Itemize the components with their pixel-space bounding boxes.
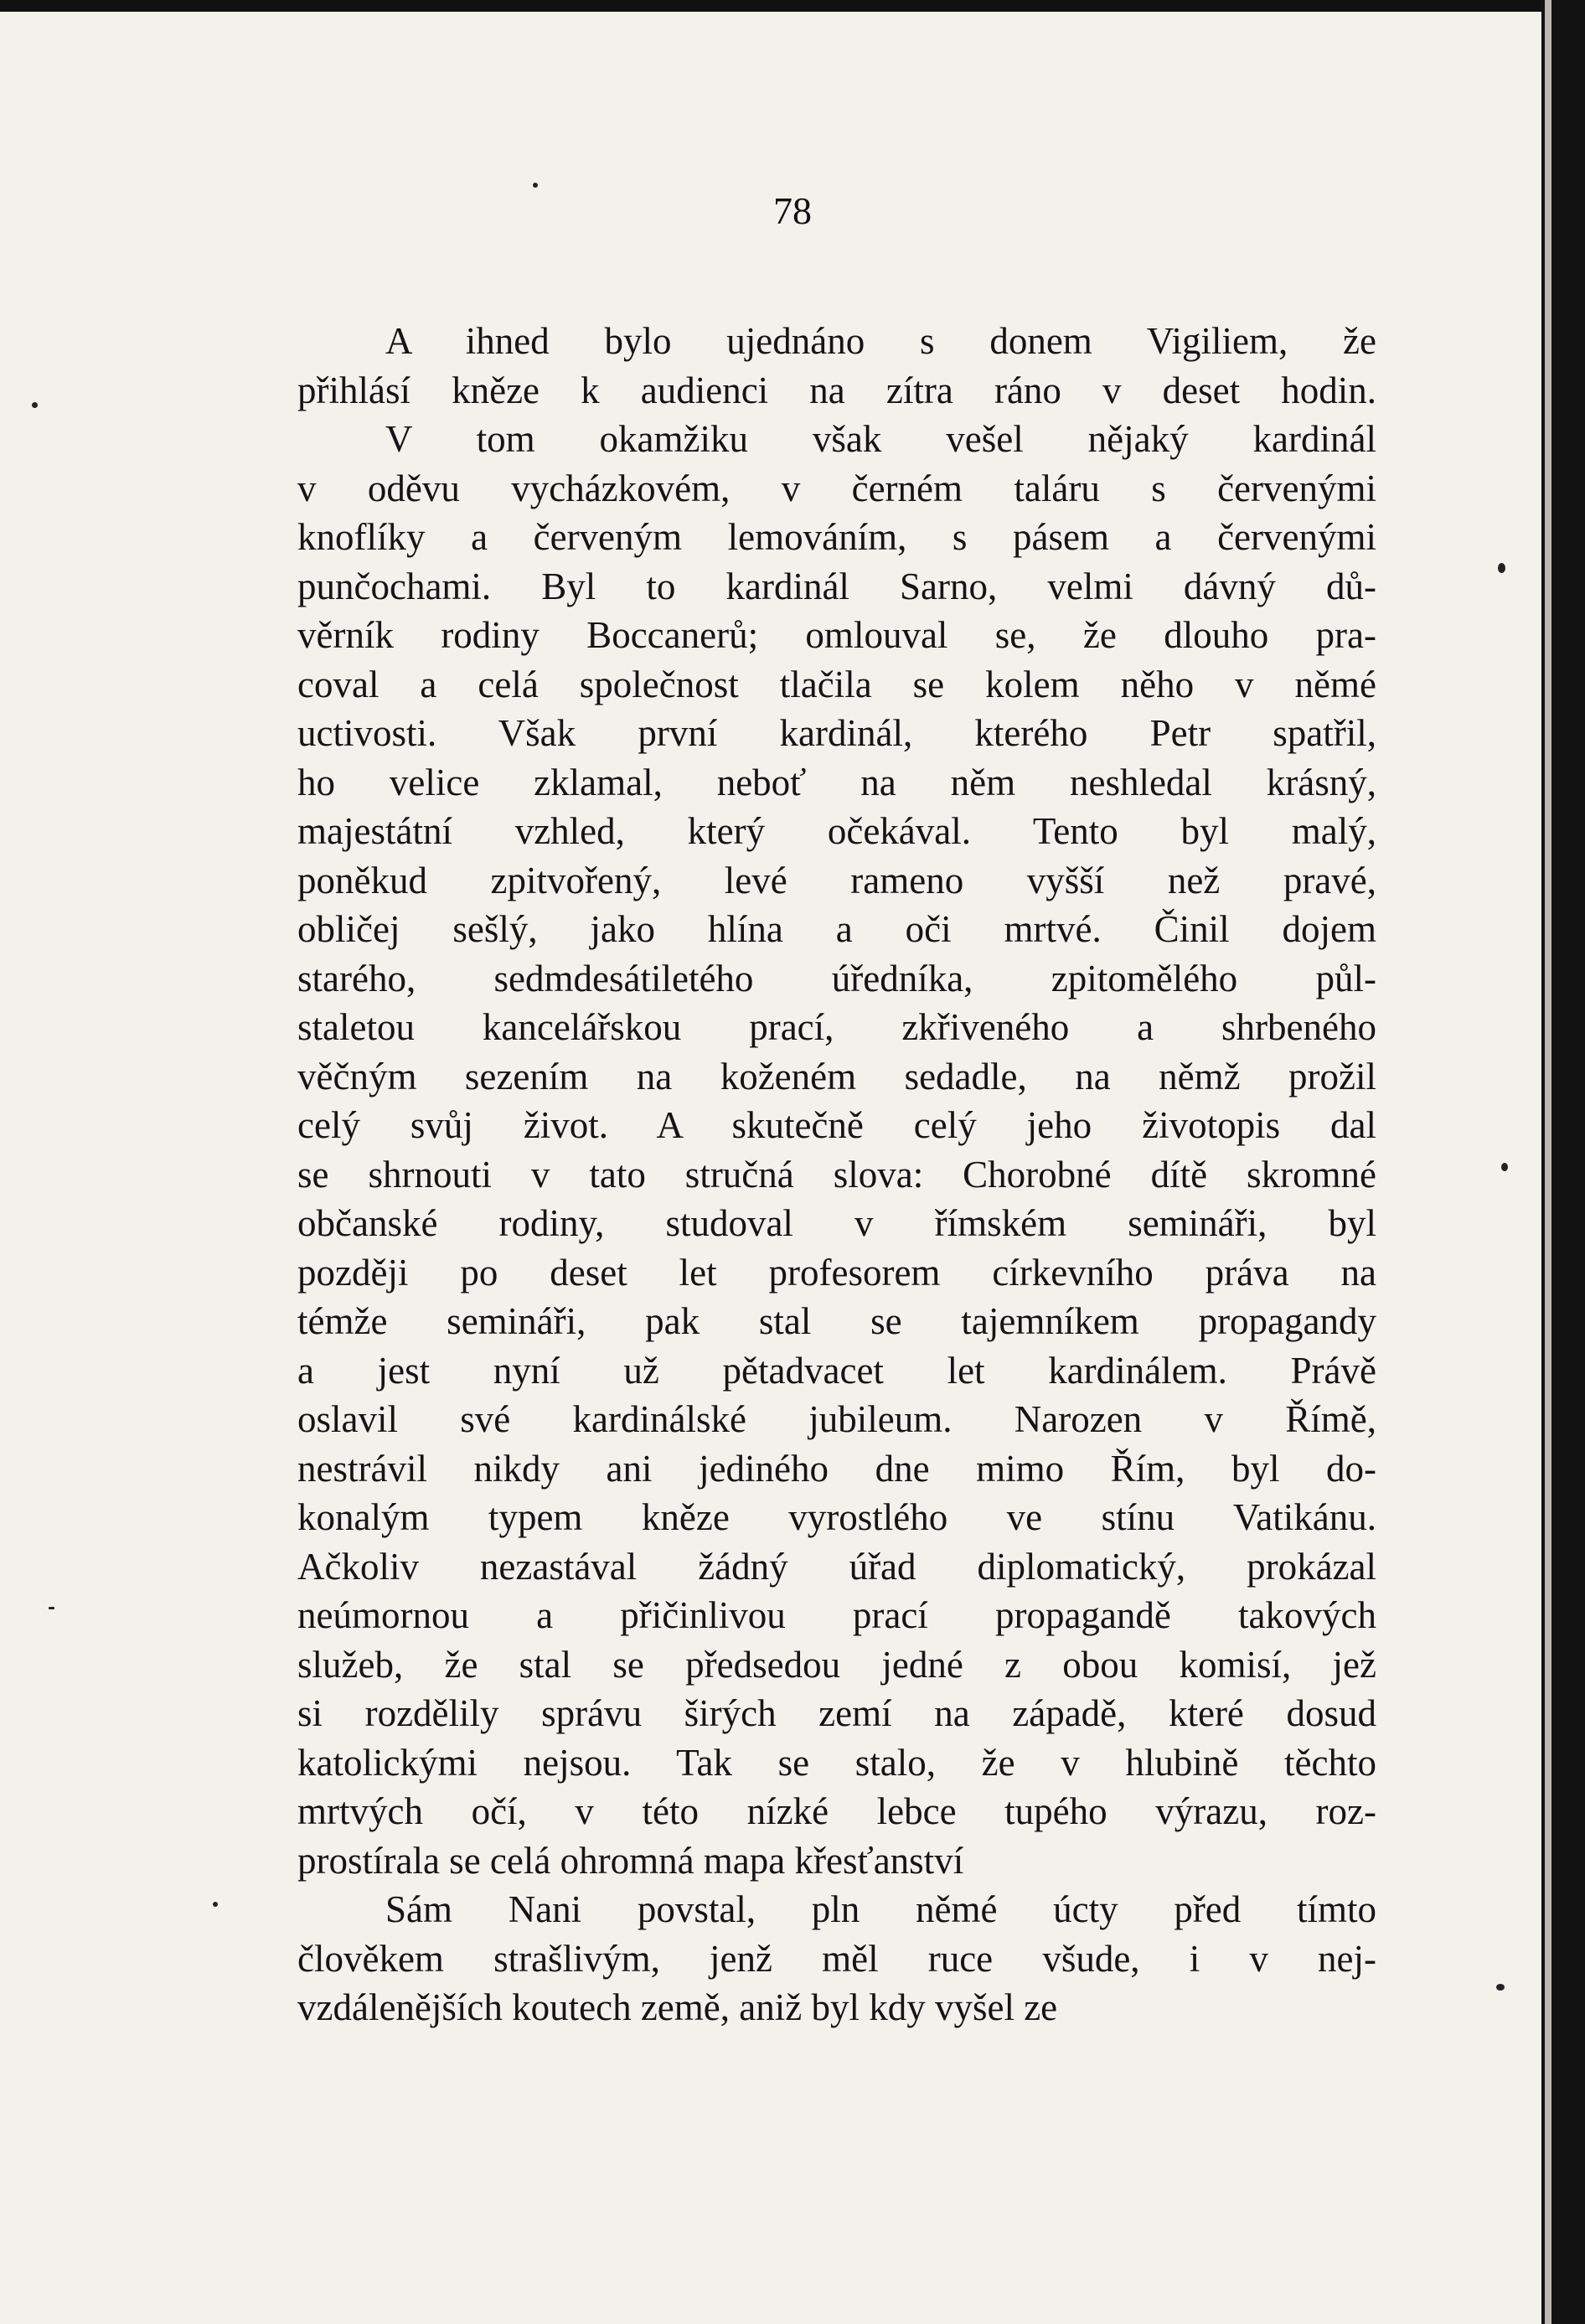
text-line: oslavil své kardinálské jubileum. Narozen v Římě, bbox=[297, 1398, 1376, 1440]
text-line: uctivosti. Však první kardinál, kterého Petr spatřil, bbox=[297, 712, 1376, 754]
text-line: katolickými nejsou. Tak se stalo, že v hlubině těchto bbox=[297, 1741, 1376, 1784]
text-line: poněkud zpitvořený, levé rameno vyšší než pravé, bbox=[297, 859, 1376, 901]
text-line: věčným sezením na koženém sedadle, na němž prožil bbox=[297, 1055, 1376, 1097]
text-line: se shrnouti v tato stručná slova: Chorobné dítě skromné bbox=[297, 1153, 1376, 1196]
text-line: služeb, že stal se předsedou jedné z obou komisí, jež bbox=[297, 1643, 1376, 1686]
text-line: konalým typem kněze vyrostlého ve stínu Vatikánu. bbox=[297, 1496, 1376, 1538]
text-line: A ihned bylo ujednáno s donem Vigiliem, že bbox=[385, 320, 1376, 362]
text-line: nestrávil nikdy ani jediného dne mimo Řím, byl do- bbox=[297, 1447, 1376, 1490]
scan-speck bbox=[49, 1607, 54, 1609]
text-line: celý svůj život. A skutečně celý jeho životopis dal bbox=[297, 1104, 1376, 1146]
scan-top-edge bbox=[0, 0, 1585, 12]
page-number: 78 bbox=[773, 189, 812, 232]
text-line: později po deset let profesorem církevního práva na bbox=[297, 1251, 1376, 1294]
text-line: věrník rodiny Boccanerů; omlouval se, že dlouho pra- bbox=[297, 614, 1376, 656]
scan-speck bbox=[32, 402, 38, 408]
text-line: ho velice zklamal, neboť na něm neshledal krásný, bbox=[297, 761, 1376, 803]
text-line: vzdálenějších koutech země, aniž byl kdy vyšel ze bbox=[297, 1986, 1058, 2028]
text-line: občanské rodiny, studoval v římském semináři, byl bbox=[297, 1202, 1376, 1244]
scan-speck bbox=[533, 183, 538, 188]
scan-speck bbox=[1501, 1163, 1508, 1171]
scan-right-edge-highlight bbox=[1545, 0, 1551, 2324]
text-line: a jest nyní už pětadvacet let kardinálem. Právě bbox=[297, 1349, 1376, 1392]
scan-speck bbox=[213, 1902, 218, 1907]
text-line: si rozdělily správu širých zemí na západě, které dosud bbox=[297, 1692, 1376, 1734]
text-line: prostírala se celá ohromná mapa křesťanství bbox=[297, 1839, 964, 1882]
text-line: punčochami. Byl to kardinál Sarno, velmi dávný dů- bbox=[297, 565, 1376, 607]
text-line: Sám Nani povstal, pln němé úcty před tímto bbox=[385, 1888, 1376, 1930]
text-line: staletou kancelářskou prací, zkřiveného a shrbeného bbox=[297, 1006, 1376, 1048]
text-line: mrtvých očí, v této nízké lebce tupého výrazu, roz- bbox=[297, 1790, 1376, 1832]
text-line: coval a celá společnost tlačila se kolem něho v němé bbox=[297, 663, 1376, 705]
text-line: V tom okamžiku však vešel nějaký kardinál bbox=[385, 418, 1376, 460]
text-line: majestátní vzhled, který očekával. Tento byl malý, bbox=[297, 810, 1376, 852]
text-line: obličej sešlý, jako hlína a oči mrtvé. Činil dojem bbox=[297, 908, 1376, 950]
text-line: v oděvu vycházkovém, v černém taláru s červenými bbox=[297, 467, 1376, 509]
text-line: člověkem strašlivým, jenž měl ruce všude, i v nej- bbox=[297, 1937, 1376, 1980]
text-line: Ačkoliv nezastával žádný úřad diplomatický, prokázal bbox=[297, 1545, 1376, 1588]
text-line: přihlásí kněze k audienci na zítra ráno v deset hodin. bbox=[297, 369, 1376, 411]
text-line: témže semináři, pak stal se tajemníkem propagandy bbox=[297, 1300, 1376, 1342]
scan-speck bbox=[1498, 563, 1505, 573]
text-line: neúmornou a přičinlivou prací propagandě takových bbox=[297, 1594, 1376, 1636]
text-line: knoflíky a červeným lemováním, s pásem a červenými bbox=[297, 516, 1376, 558]
body-text bbox=[297, 317, 1376, 2032]
scan-speck bbox=[1496, 1984, 1505, 1991]
text-line: starého, sedmdesátiletého úředníka, zpitomělého půl- bbox=[297, 957, 1376, 999]
